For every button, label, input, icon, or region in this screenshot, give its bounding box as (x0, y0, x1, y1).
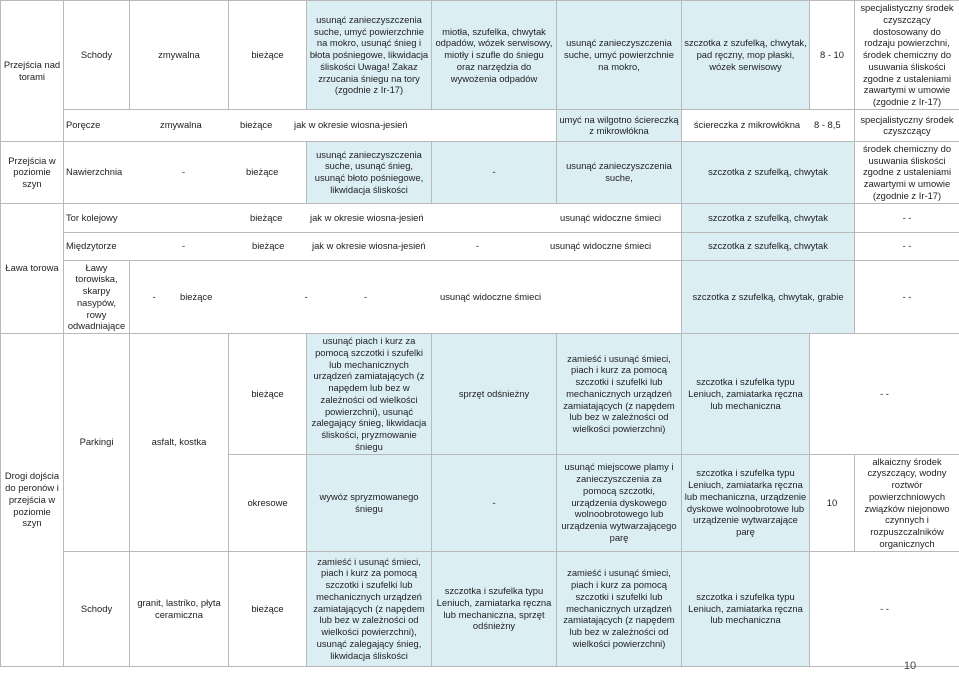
merged-row-cell (64, 109, 557, 141)
winter-action-cell: usunąć zanieczyszczenia suche, usunąć śnieg, usunąć błoto pośniegowe, likwidacja śliskości (307, 141, 432, 203)
merged-row-cell (64, 141, 307, 203)
type-cell: bieżące (229, 334, 307, 455)
table-row (1, 109, 959, 141)
merged-row-cell (64, 203, 682, 232)
tools-cell: szczotka i szufelka typu Leniuch, zamiatarka ręczna lub mechaniczna, urządzenie dyskowe wolnoobrotowe lub urządzenie wytwarzające parę (682, 454, 810, 551)
table-row (1, 232, 959, 260)
winter-tools-cell: - (476, 240, 480, 252)
na-cell: - - (855, 203, 959, 232)
type-cell: okresowe (229, 454, 307, 551)
surface-cell: granit, lastriko, płyta ceramiczna (130, 551, 229, 666)
tools-cell: ściereczka z mikrowłókna (693, 119, 801, 131)
merged-row-cell (682, 109, 855, 141)
element-cell: Ławy torowiska, skarpy nasypów, rowy odwadniające (64, 260, 130, 334)
action-cell: zamieść i usunąć śmieci, piach i kurz za pomocą szczotki i szufelki lub mechanicznych urządzeń zamiatających (z napędem lub bez w zależności od wielkości powierzchni) (557, 551, 682, 666)
winter-action-cell: wywóz spryzmowanego śniegu (307, 454, 432, 551)
type-cell: bieżące (229, 1, 307, 110)
winter-action-cell: jak w okresie wiosna-jesień (294, 119, 408, 131)
tools-cell: szczotka i szufelka typu Leniuch, zamiatarka ręczna lub mechaniczna (682, 551, 810, 666)
winter-action-cell: jak w okresie wiosna-jesień (310, 211, 424, 223)
winter-tools-cell: - (432, 454, 557, 551)
table-row (1, 260, 959, 334)
element-cell: Poręcze (66, 119, 101, 131)
winter-action-cell: usunąć zanieczyszczenia suche, umyć powierzchnie na mokro, usunąć śnieg i błota pośniegowe, likwidacja śliskości Uwaga! Zakaz zrzucania śniegu na tory (zgodnie z Ir-17) (307, 1, 432, 110)
element-cell: Nawierzchnia (66, 166, 123, 178)
element-cell: Tor kolejowy (66, 211, 118, 223)
page-number: 10 (903, 660, 917, 672)
element-cell: Schody (64, 551, 130, 666)
winter-tools-cell: - (364, 290, 368, 302)
tools-cell: szczotka i szufelka typu Leniuch, zamiatarka ręczna lub mechaniczna (682, 334, 810, 455)
na-cell: - - (855, 232, 959, 260)
winter-tools-cell: - (432, 141, 557, 203)
winter-tools-cell: miotła, szufelka, chwytak odpadów, wózek serwisowy, miotły i szufle do śniegu oraz narzędzia do wywożenia odpadów (432, 1, 557, 110)
surface-cell: zmywalna (160, 119, 202, 131)
category-cell: Przejścia nad torami (1, 1, 64, 142)
surface-cell: - (182, 240, 186, 252)
agent-cell: specjalistyczny środek czyszczący dostosowany do rodzaju powierzchni, środek chemiczny do usuwania śliskości zgodne z ustaleniami zawartymi w umowie (zgodnie z Ir-17) (855, 1, 959, 110)
winter-action-cell: - (304, 290, 308, 302)
type-cell: bieżące (250, 211, 283, 223)
surface-cell: zmywalna (130, 1, 229, 110)
table-row (1, 334, 959, 455)
agent-cell: specjalistyczny środek czyszczący (855, 109, 959, 141)
surface-cell: - (152, 290, 156, 302)
tools-cell: szczotka z szufelką, chwytak (682, 203, 855, 232)
category-cell: Ława torowa (1, 203, 64, 334)
action-cell: zamieść i usunąć śmieci, piach i kurz za pomocą szczotki i szufelki lub mechanicznych urządzeń zamiatających (z napędem lub bez w zależności od wielkości powierzchni) (557, 334, 682, 455)
value-cell: 10 (810, 454, 855, 551)
tools-cell: szczotka z szufelką, chwytak, pad ręczny, mop płaski, wózek serwisowy (682, 1, 810, 110)
value-cell: 8 - 10 (810, 1, 855, 110)
type-cell: bieżące (180, 290, 213, 302)
element-cell: Międzytorze (66, 240, 117, 252)
surface-cell: asfalt, kostka (130, 334, 229, 552)
action-cell: usunąć widoczne śmieci (440, 290, 542, 302)
category-cell: Przejścia w poziomie szyn (1, 141, 64, 203)
type-cell: bieżące (252, 240, 285, 252)
na-cell: - - (855, 260, 959, 334)
action-cell: umyć na wilgotno ściereczką z mikrowłókna (557, 109, 682, 141)
table-row (1, 141, 959, 203)
merged-row-cell (64, 232, 682, 260)
action-cell: usunąć widoczne śmieci (550, 240, 652, 252)
winter-action-cell: zamieść i usunąć śmieci, piach i kurz za pomocą szczotki i szufelki lub mechanicznych urządzeń zamiatających (z napędem lub bez w zależności od wielkości powierzchni), usunąć zalegający śnieg, likwidacja śliskości (307, 551, 432, 666)
agent-cell: środek chemiczny do usuwania śliskości zgodne z ustaleniami zawartymi w umowie (zgodnie z Ir-17) (855, 141, 959, 203)
tools-cell: szczotka z szufelką, chwytak (682, 232, 855, 260)
na-cell: - - (810, 334, 959, 455)
element-cell: Parkingi (64, 334, 130, 552)
table-row (1, 203, 959, 232)
type-cell: bieżące (246, 166, 279, 178)
na-cell: - - (810, 551, 959, 666)
table-row (1, 1, 959, 110)
table-row (1, 551, 959, 666)
winter-action-cell: usunąć piach i kurz za pomocą szczotki i szufelki lub mechanicznych urządzeń zamiatających (z napędem lub bez w zależności od wielkości powierzchni), usunąć zalegający śnieg, likwidacja śliskości, pryzmowanie śniegu (307, 334, 432, 455)
tools-cell: szczotka z szufelką, chwytak (682, 141, 855, 203)
merged-row-cell (130, 260, 682, 334)
winter-tools-cell: sprzęt odśnieżny (432, 334, 557, 455)
value-cell: 8 - 8,5 (814, 119, 841, 131)
element-cell: Schody (64, 1, 130, 110)
category-cell: Drogi dojścia do peronów i przejścia w poziomie szyn (1, 334, 64, 667)
action-cell: usunąć miejscowe plamy i zanieczyszczenia za pomocą szczotki, urządzenia dyskowego wolnoobrotowego lub urządzenia wytwarzającego parę (557, 454, 682, 551)
type-cell: bieżące (229, 551, 307, 666)
action-cell: usunąć zanieczyszczenia suche, umyć powierzchnie na mokro, (557, 1, 682, 110)
action-cell: usunąć zanieczyszczenia suche, (557, 141, 682, 203)
winter-action-cell: jak w okresie wiosna-jesień (312, 240, 426, 252)
action-cell: usunąć widoczne śmieci (560, 211, 662, 223)
tools-cell: szczotka z szufelką, chwytak, grabie (682, 260, 855, 334)
agent-cell: alkaiczny środek czyszczący, wodny roztwór powierzchniowych związków niejonowo czynnych i rozpuszczalników organicznych (855, 454, 959, 551)
type-cell: bieżące (240, 119, 273, 131)
winter-tools-cell: szczotka i szufelka typu Leniuch, zamiatarka ręczna lub mechaniczna, sprzęt odśnieżny (432, 551, 557, 666)
surface-cell: - (182, 166, 186, 178)
